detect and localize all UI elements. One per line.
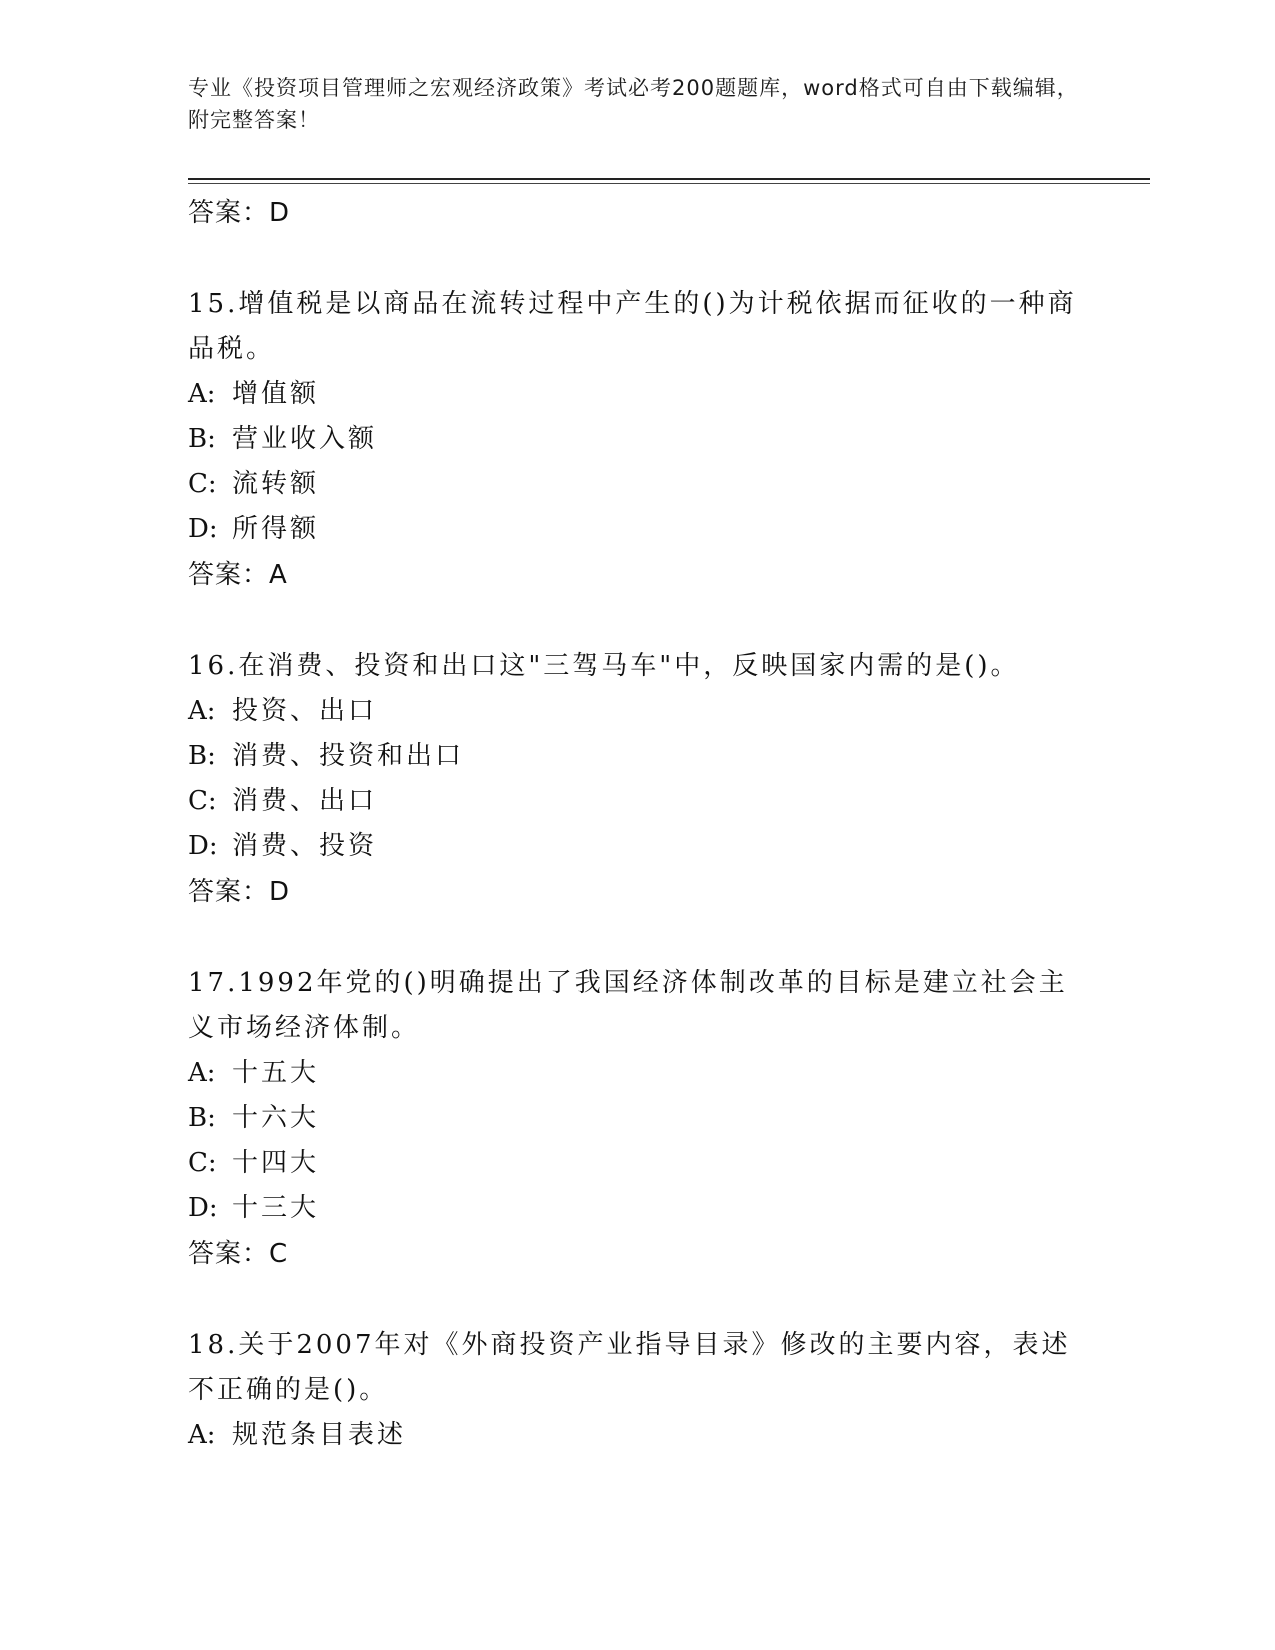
option-a	[188, 1051, 1088, 1096]
option-letter: C:	[188, 786, 217, 816]
option-a	[188, 1413, 1088, 1458]
option-letter: D:	[188, 831, 218, 861]
option-text: 消费、出口	[232, 786, 378, 816]
option-letter: D:	[188, 514, 218, 544]
option-letter: A:	[188, 696, 216, 726]
option-letter: A:	[188, 379, 216, 409]
option-text: 十五大	[232, 1058, 320, 1088]
option-letter: B:	[188, 424, 216, 454]
question-18	[188, 1323, 1088, 1458]
option-letter: A:	[188, 1420, 216, 1450]
option-text: 规范条目表述	[232, 1420, 407, 1450]
question-16	[188, 644, 1088, 915]
option-d	[188, 1186, 1088, 1231]
option-letter: A:	[188, 1058, 216, 1088]
option-c	[188, 1141, 1088, 1186]
option-letter: D:	[188, 1193, 218, 1223]
option-b	[188, 417, 1088, 462]
option-d	[188, 507, 1088, 552]
option-c	[188, 779, 1088, 824]
option-c	[188, 462, 1088, 507]
option-text: 所得额	[232, 514, 320, 544]
option-d	[188, 824, 1088, 869]
document-header: 专业《投资项目管理师之宏观经济政策》考试必考200题题库，word格式可自由下载编辑，附完整答案！	[188, 76, 1079, 132]
option-text: 流转额	[232, 469, 320, 499]
option-letter: C:	[188, 469, 217, 499]
question-list	[188, 190, 1088, 1458]
option-letter: B:	[188, 1103, 216, 1133]
question-answer: 答案：D	[188, 877, 291, 907]
option-text: 增值额	[232, 379, 320, 409]
previous-answer: 答案：D	[188, 198, 291, 228]
option-a	[188, 689, 1088, 734]
option-text: 十四大	[232, 1148, 320, 1178]
question-stem: 18.关于2007年对《外商投资产业指导目录》修改的主要内容，表述不正确的是()。	[188, 1330, 1071, 1405]
question-answer: 答案：C	[188, 1239, 289, 1269]
question-stem: 17.1992年党的()明确提出了我国经济体制改革的目标是建立社会主义市场经济体制。	[188, 968, 1068, 1043]
option-b	[188, 1096, 1088, 1141]
option-text: 消费、投资和出口	[232, 741, 465, 771]
option-text: 十三大	[232, 1193, 320, 1223]
option-b	[188, 734, 1088, 779]
header-divider-thin	[188, 183, 1150, 184]
question-stem: 15.增值税是以商品在流转过程中产生的()为计税依据而征收的一种商品税。	[188, 289, 1077, 364]
option-letter: B:	[188, 741, 216, 771]
question-stem: 16.在消费、投资和出口这"三驾马车"中，反映国家内需的是()。	[188, 651, 1020, 681]
option-text: 消费、投资	[232, 831, 378, 861]
option-letter: C:	[188, 1148, 217, 1178]
option-text: 营业收入额	[232, 424, 378, 454]
header-divider	[188, 178, 1150, 180]
option-text: 十六大	[232, 1103, 320, 1133]
option-a	[188, 372, 1088, 417]
question-17	[188, 961, 1088, 1277]
question-15	[188, 282, 1088, 598]
question-answer: 答案：A	[188, 560, 288, 590]
option-text: 投资、出口	[232, 696, 378, 726]
